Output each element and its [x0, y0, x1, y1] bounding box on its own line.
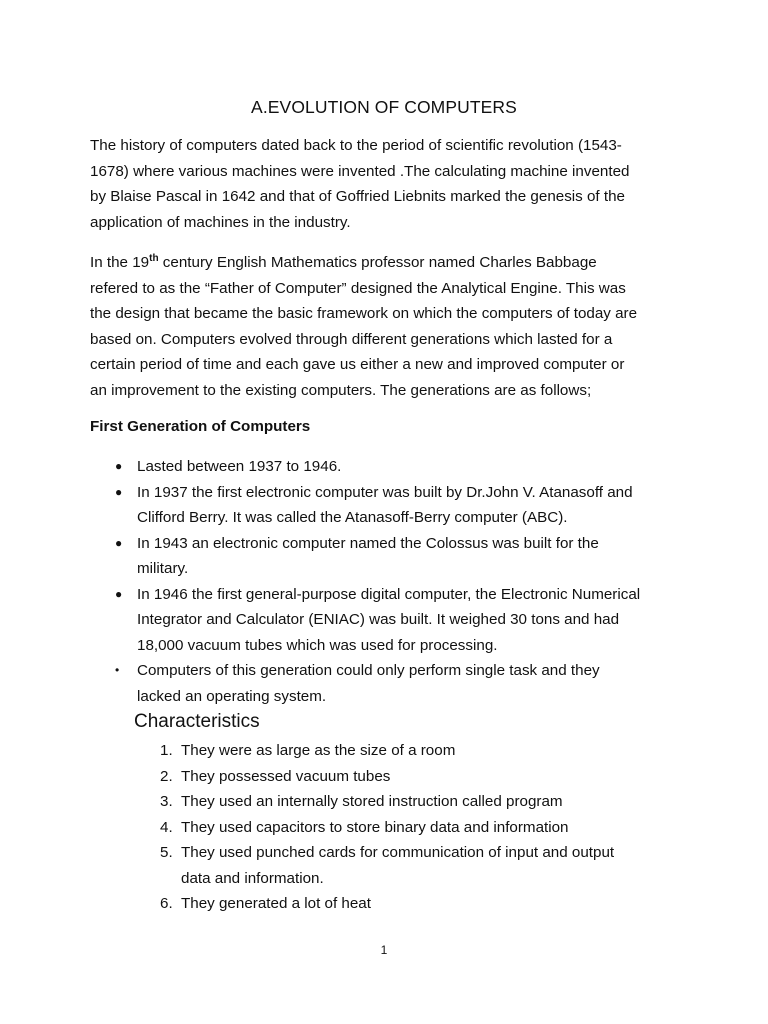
list-item-line: Lasted between 1937 to 1946. [137, 458, 342, 475]
paragraph-line: an improvement to the existing computers. The generations are as follows; [90, 381, 592, 399]
list-item [115, 582, 685, 659]
list-item-line: lacked an operating system. [137, 687, 327, 705]
list-item-line: They possessed vacuum tubes [181, 767, 391, 785]
list-number: 3. [160, 793, 173, 810]
page-title: A.EVOLUTION OF COMPUTERS [251, 97, 517, 117]
list-item-line: They used an internally stored instruction called program [181, 793, 563, 810]
paragraph-line: refered to as the “Father of Computer” designed the Analytical Engine. This was [90, 279, 626, 297]
paragraph-line: by Blaise Pascal in 1642 and that of Goffried Liebnits marked the genesis of the [90, 188, 625, 205]
list-item [115, 454, 685, 480]
bullet-icon: • [115, 663, 120, 677]
section-heading: First Generation of Computers [90, 418, 311, 435]
babbage-paragraph [90, 250, 690, 403]
list-number: 1. [160, 742, 173, 759]
list-item-line: In 1937 the first electronic computer was built by Dr.John V. Atanasoff and [137, 483, 633, 501]
paragraph-line [90, 250, 690, 276]
list-item [160, 840, 680, 891]
list-number: 6. [160, 895, 173, 912]
list-number: 2. [160, 767, 173, 785]
list-item-line: Computers of this generation could only perform single task and they [137, 662, 600, 679]
paragraph-line: certain period of time and each gave us either a new and improved computer or [90, 356, 625, 373]
paragraph-line: The history of computers dated back to the period of scientific revolution (1543- [90, 137, 622, 154]
list-number: 4. [160, 818, 173, 836]
list-item [160, 891, 680, 917]
list-item-line: military. [137, 560, 189, 577]
paragraph-line: 1678) where various machines were invented .The calculating machine invented [90, 162, 630, 180]
bullet-icon: ● [115, 459, 123, 473]
page-number: 1 [380, 943, 388, 957]
list-item [160, 789, 680, 815]
paragraph-line: based on. Computers evolved through different generations which lasted for a [90, 330, 613, 348]
list-item-line: They used capacitors to store binary data and information [181, 818, 569, 836]
list-item [115, 480, 685, 531]
list-item-line: 18,000 vacuum tubes which was used for processing. [137, 636, 498, 654]
first-generation-list [115, 454, 685, 709]
list-item [160, 738, 680, 764]
list-item-line: In 1946 the first general-purpose digital computer, the Electronic Numerical [137, 585, 641, 603]
list-item-line: They used punched cards for communication of input and output [181, 844, 615, 861]
list-item-line: They generated a lot of heat [181, 895, 371, 912]
list-item-line: data and information. [181, 869, 324, 887]
list-item-line: Clifford Berry. It was called the Atanasoff-Berry computer (ABC). [137, 509, 568, 526]
list-item-line: They were as large as the size of a room [181, 742, 456, 759]
list-number: 5. [160, 844, 173, 861]
list-item [115, 658, 685, 709]
list-item [160, 764, 680, 790]
characteristics-heading: Characteristics [134, 711, 260, 732]
list-item [115, 531, 685, 582]
paragraph-line: the design that became the basic framework on which the computers of today are [90, 305, 638, 322]
list-item [160, 815, 680, 841]
intro-text: In the 19 [90, 254, 150, 271]
bullet-icon: ● [115, 535, 123, 550]
superscript: th [149, 253, 159, 264]
bullet-icon: ● [115, 484, 123, 499]
characteristics-list [160, 738, 680, 917]
intro-paragraph [90, 133, 690, 235]
list-item-line: Integrator and Calculator (ENIAC) was built. It weighed 30 tons and had [137, 611, 620, 628]
intro-text-continued: century English Mathematics professor named Charles Babbage [158, 254, 597, 271]
paragraph-line: application of machines in the industry. [90, 213, 351, 231]
list-item-line: In 1943 an electronic computer named the Colossus was built for the [137, 534, 599, 552]
bullet-icon: ● [115, 586, 123, 601]
